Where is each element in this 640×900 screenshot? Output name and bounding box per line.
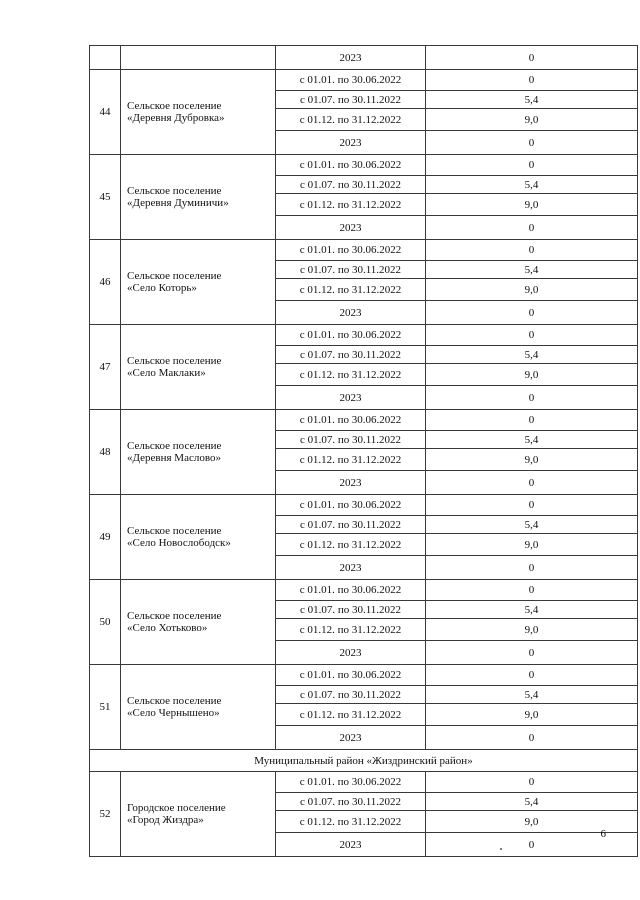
period-cell: с 01.12. по 31.12.2022 xyxy=(276,279,426,301)
period-cell: 2023 xyxy=(276,386,426,410)
settlement-title: «Город Жиздра» xyxy=(127,814,204,826)
table-row xyxy=(90,665,638,686)
value-cell: 9,0 xyxy=(426,811,638,833)
table-row xyxy=(90,240,638,261)
section-title: Муниципальный район «Жиздринский район» xyxy=(90,750,638,772)
settlement-title: «Село Маклаки» xyxy=(127,367,206,379)
settlement-name xyxy=(121,240,276,325)
value-cell: 0 xyxy=(426,70,638,91)
period-cell: с 01.12. по 31.12.2022 xyxy=(276,364,426,386)
period-cell: с 01.07. по 30.11.2022 xyxy=(276,431,426,449)
value-cell: 5,4 xyxy=(426,431,638,449)
entry-number: 50 xyxy=(90,580,121,665)
section-header-row xyxy=(90,750,638,772)
value-cell: 9,0 xyxy=(426,534,638,556)
value-cell: 0 xyxy=(426,240,638,261)
period-cell: с 01.01. по 30.06.2022 xyxy=(276,580,426,601)
period-cell: с 01.07. по 30.11.2022 xyxy=(276,176,426,194)
period-cell: с 01.12. по 31.12.2022 xyxy=(276,534,426,556)
value-cell: 5,4 xyxy=(426,261,638,279)
value-cell: 5,4 xyxy=(426,793,638,811)
value-cell: 9,0 xyxy=(426,704,638,726)
entry-number: 47 xyxy=(90,325,121,410)
settlement-title: «Деревня Дубровка» xyxy=(127,112,225,124)
empty-cell xyxy=(121,46,276,70)
period-cell: 2023 xyxy=(276,556,426,580)
period-cell: с 01.07. по 30.11.2022 xyxy=(276,601,426,619)
period-cell: 2023 xyxy=(276,471,426,495)
value-cell: 0 xyxy=(426,833,638,857)
entry-number: 52 xyxy=(90,772,121,857)
value-cell: 0 xyxy=(426,471,638,495)
period-cell: 2023 xyxy=(276,301,426,325)
period-cell: с 01.01. по 30.06.2022 xyxy=(276,240,426,261)
settlement-name xyxy=(121,580,276,665)
value-cell: 5,4 xyxy=(426,346,638,364)
value-cell: 9,0 xyxy=(426,279,638,301)
settlement-type: Сельское поселение xyxy=(127,695,222,707)
period-cell: с 01.12. по 31.12.2022 xyxy=(276,109,426,131)
settlement-name xyxy=(121,495,276,580)
table-row xyxy=(90,325,638,346)
settlement-title: «Деревня Маслово» xyxy=(127,452,221,464)
settlement-title: «Село Которь» xyxy=(127,282,197,294)
period-cell: с 01.12. по 31.12.2022 xyxy=(276,704,426,726)
period-cell: с 01.07. по 30.11.2022 xyxy=(276,346,426,364)
table-row xyxy=(90,580,638,601)
period-cell: с 01.07. по 30.11.2022 xyxy=(276,686,426,704)
value-cell: 0 xyxy=(426,495,638,516)
settlement-title: «Село Новослободск» xyxy=(127,537,231,549)
settlement-type: Сельское поселение xyxy=(127,525,222,537)
settlement-type: Сельское поселение xyxy=(127,440,222,452)
scan-speck xyxy=(500,848,502,850)
period-cell: 2023 xyxy=(276,726,426,750)
period-cell: с 01.01. по 30.06.2022 xyxy=(276,70,426,91)
settlement-title: «Село Чернышено» xyxy=(127,707,220,719)
period-cell: 2023 xyxy=(276,641,426,665)
settlement-type: Сельское поселение xyxy=(127,185,222,197)
entry-number: 49 xyxy=(90,495,121,580)
value-cell: 0 xyxy=(426,665,638,686)
value-cell: 0 xyxy=(426,772,638,793)
value-cell: 0 xyxy=(426,641,638,665)
tariff-table xyxy=(89,45,638,857)
settlement-type: Сельское поселение xyxy=(127,355,222,367)
value-cell: 5,4 xyxy=(426,176,638,194)
settlement-name xyxy=(121,70,276,155)
period-cell: с 01.01. по 30.06.2022 xyxy=(276,325,426,346)
period-cell: с 01.01. по 30.06.2022 xyxy=(276,665,426,686)
entry-number: 46 xyxy=(90,240,121,325)
value-cell: 9,0 xyxy=(426,194,638,216)
value-cell: 0 xyxy=(426,46,638,70)
empty-cell xyxy=(90,46,121,70)
value-cell: 0 xyxy=(426,301,638,325)
value-cell: 0 xyxy=(426,580,638,601)
entry-number: 51 xyxy=(90,665,121,750)
period-cell: 2023 xyxy=(276,46,426,70)
settlement-type: Сельское поселение xyxy=(127,270,222,282)
period-cell: с 01.07. по 30.11.2022 xyxy=(276,793,426,811)
settlement-name xyxy=(121,155,276,240)
settlement-name xyxy=(121,665,276,750)
entry-number: 48 xyxy=(90,410,121,495)
entry-number: 44 xyxy=(90,70,121,155)
value-cell: 0 xyxy=(426,131,638,155)
value-cell: 0 xyxy=(426,155,638,176)
settlement-name xyxy=(121,325,276,410)
period-cell: с 01.01. по 30.06.2022 xyxy=(276,772,426,793)
value-cell: 0 xyxy=(426,216,638,240)
value-cell: 5,4 xyxy=(426,91,638,109)
value-cell: 5,4 xyxy=(426,601,638,619)
period-cell: с 01.12. по 31.12.2022 xyxy=(276,194,426,216)
value-cell: 9,0 xyxy=(426,449,638,471)
table-body xyxy=(90,46,638,857)
value-cell: 0 xyxy=(426,386,638,410)
settlement-name xyxy=(121,410,276,495)
period-cell: с 01.01. по 30.06.2022 xyxy=(276,155,426,176)
period-cell: с 01.12. по 31.12.2022 xyxy=(276,619,426,641)
value-cell: 0 xyxy=(426,325,638,346)
value-cell: 5,4 xyxy=(426,686,638,704)
period-cell: 2023 xyxy=(276,216,426,240)
period-cell: 2023 xyxy=(276,833,426,857)
continuation-row xyxy=(90,46,638,70)
table-row xyxy=(90,70,638,91)
settlement-title: «Деревня Думиничи» xyxy=(127,197,229,209)
table-row xyxy=(90,772,638,793)
entry-number: 45 xyxy=(90,155,121,240)
value-cell: 5,4 xyxy=(426,516,638,534)
value-cell: 9,0 xyxy=(426,109,638,131)
table-row xyxy=(90,495,638,516)
period-cell: с 01.01. по 30.06.2022 xyxy=(276,495,426,516)
settlement-type: Городское поселение xyxy=(127,802,226,814)
value-cell: 0 xyxy=(426,556,638,580)
settlement-type: Сельское поселение xyxy=(127,610,222,622)
value-cell: 0 xyxy=(426,410,638,431)
period-cell: с 01.07. по 30.11.2022 xyxy=(276,261,426,279)
period-cell: с 01.12. по 31.12.2022 xyxy=(276,811,426,833)
value-cell: 9,0 xyxy=(426,619,638,641)
table-row xyxy=(90,155,638,176)
period-cell: с 01.07. по 30.11.2022 xyxy=(276,516,426,534)
settlement-title: «Село Хотьково» xyxy=(127,622,208,634)
value-cell: 0 xyxy=(426,726,638,750)
settlement-type: Сельское поселение xyxy=(127,100,222,112)
period-cell: с 01.12. по 31.12.2022 xyxy=(276,449,426,471)
page-number: 6 xyxy=(600,828,606,840)
value-cell: 9,0 xyxy=(426,364,638,386)
settlement-name xyxy=(121,772,276,857)
period-cell: с 01.01. по 30.06.2022 xyxy=(276,410,426,431)
period-cell: 2023 xyxy=(276,131,426,155)
table-row xyxy=(90,410,638,431)
period-cell: с 01.07. по 30.11.2022 xyxy=(276,91,426,109)
